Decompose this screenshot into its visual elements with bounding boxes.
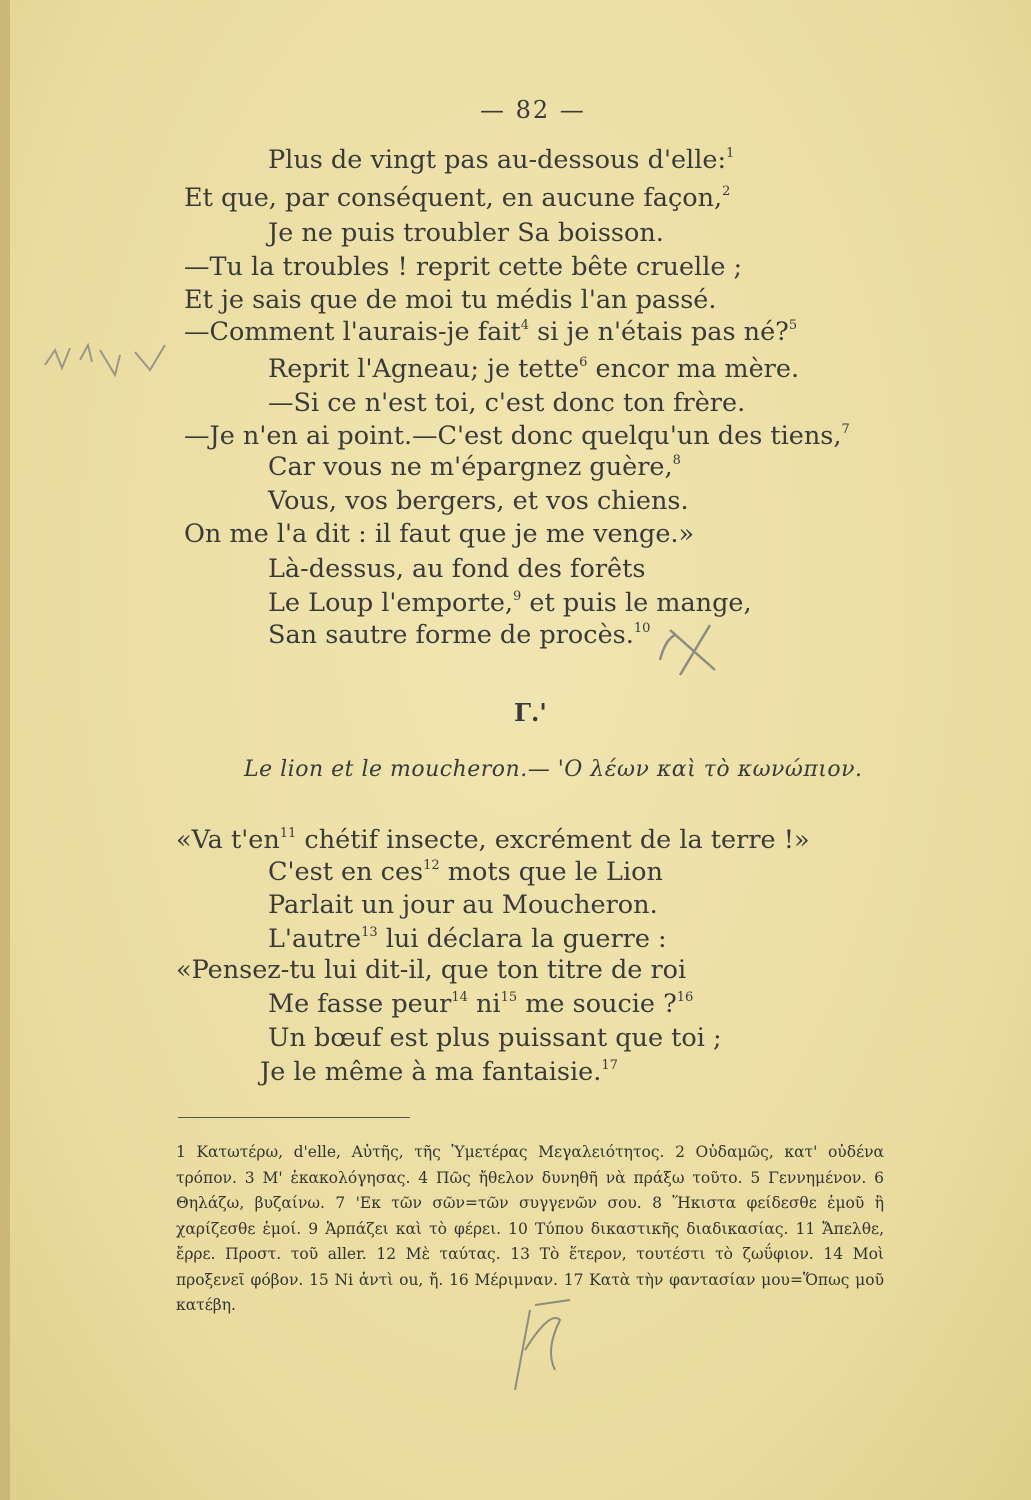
fable-title: Le lion et le moucheron.— 'Ο λέων καὶ τὸ κωνώπιον. xyxy=(244,757,863,782)
verse-line: «Pensez-tu lui dit-il, que ton titre de roi xyxy=(176,955,687,985)
verse-line: Et que, par conséquent, en aucune façon,$^2$ xyxy=(184,183,731,213)
verse-line: Et je sais que de moi tu médis l'an passé. xyxy=(184,285,717,315)
footnotes: 1 Κατωτέρω, d'elle, Αὐτῆς, τῆς Ὑμετέρας Μεγαλειότητος. 2 Οὐδαμῶς, κατ' οὐδένα τρόπον. 3 Μ' ἐκακολόγησας. 4 Πῶς ἤθελον δυνηθῆ νὰ πράξω τοῦτο. 5 Γεννημένον. 6 Θηλάζω, βυζαίνω. 7 'Εκ τῶν σῶν=τῶν συγγενῶν σου. 8 Ἥκιστα φείδεσθε ἐμοῦ ἢ χαρίζεσθε ἐμοί. 9 Ἁρπάζει καὶ τὸ φέρει. 10 Τύπου δικαστικῆς διαδικασίας. 11 Ἄπελθε, ἔρρε. Προστ. τοῦ aller. 12 Μὲ ταύτας. 13 Τὸ ἕτερον, τουτέστι τὸ ζωΰφιον. 14 Μοὶ προξενεῖ φόβον. 15 Ni ἀντὶ ou, ἤ. 16 Μέριμναν. 17 Κατὰ τὴν φαντασίαν μου=Ὅπως μοῦ κατέβη. xyxy=(176,1143,884,1314)
verse-line: Vous, vos bergers, et vos chiens. xyxy=(268,486,689,516)
page-edge xyxy=(0,0,10,1500)
verse-line: Là-dessus, au fond des forêts xyxy=(268,554,646,584)
verse-line: L'autre$^{13}$ lui déclara la guerre : xyxy=(268,924,667,954)
verse-line: Plus de vingt pas au-dessous d'elle:$^1$ xyxy=(268,145,735,175)
pencil-mark-icon xyxy=(495,1290,585,1400)
verse-line: Je le même à ma fantaisie.$^{17}$ xyxy=(260,1057,618,1087)
verse-line: Car vous ne m'épargnez guère,$^8$ xyxy=(268,452,681,482)
verse-line: Je ne puis troubler Sa boisson. xyxy=(268,218,664,248)
verse-line: Parlait un jour au Moucheron. xyxy=(268,890,658,920)
pencil-scribble-icon xyxy=(40,320,180,390)
section-letter: Γ.' xyxy=(514,698,547,727)
verse-line: Le Loup l'emporte,$^9$ et puis le mange, xyxy=(268,588,752,618)
verse-line: —Comment l'aurais-je fait$^4$ si je n'étais pas né?$^5$ xyxy=(184,317,798,347)
verse-line: —Si ce n'est toi, c'est donc ton frère. xyxy=(268,388,746,418)
verse-line: «Va $t'en^{11}$ chétif insecte, excrément de la terre !» xyxy=(176,825,810,855)
verse-line: San sautre forme de procès.$^{10}$ xyxy=(268,620,651,650)
footnote-rule xyxy=(178,1117,410,1118)
page-number: — 82 — xyxy=(480,96,586,124)
verse-line: —Je n'en ai point.—C'est donc quelqu'un des tiens,$^7$ xyxy=(184,421,850,451)
verse-line: C'est en ces$^{12}$ mots que le Lion xyxy=(268,857,663,887)
verse-line: —Tu la troubles ! reprit cette bête cruelle ; xyxy=(184,252,743,282)
verse-line: On me l'a dit : il faut que je me venge.» xyxy=(184,519,695,549)
verse-line: Me fasse peur$^{14}$ $ni^{15}$ me soucie ?$^{16}$ xyxy=(268,989,694,1019)
pencil-cross-icon xyxy=(640,610,760,690)
verse-line: Un bœuf est plus puissant que toi ; xyxy=(268,1023,722,1053)
verse-line: Reprit l'Agneau; je tette$^6$ encor ma mère. xyxy=(268,354,800,384)
